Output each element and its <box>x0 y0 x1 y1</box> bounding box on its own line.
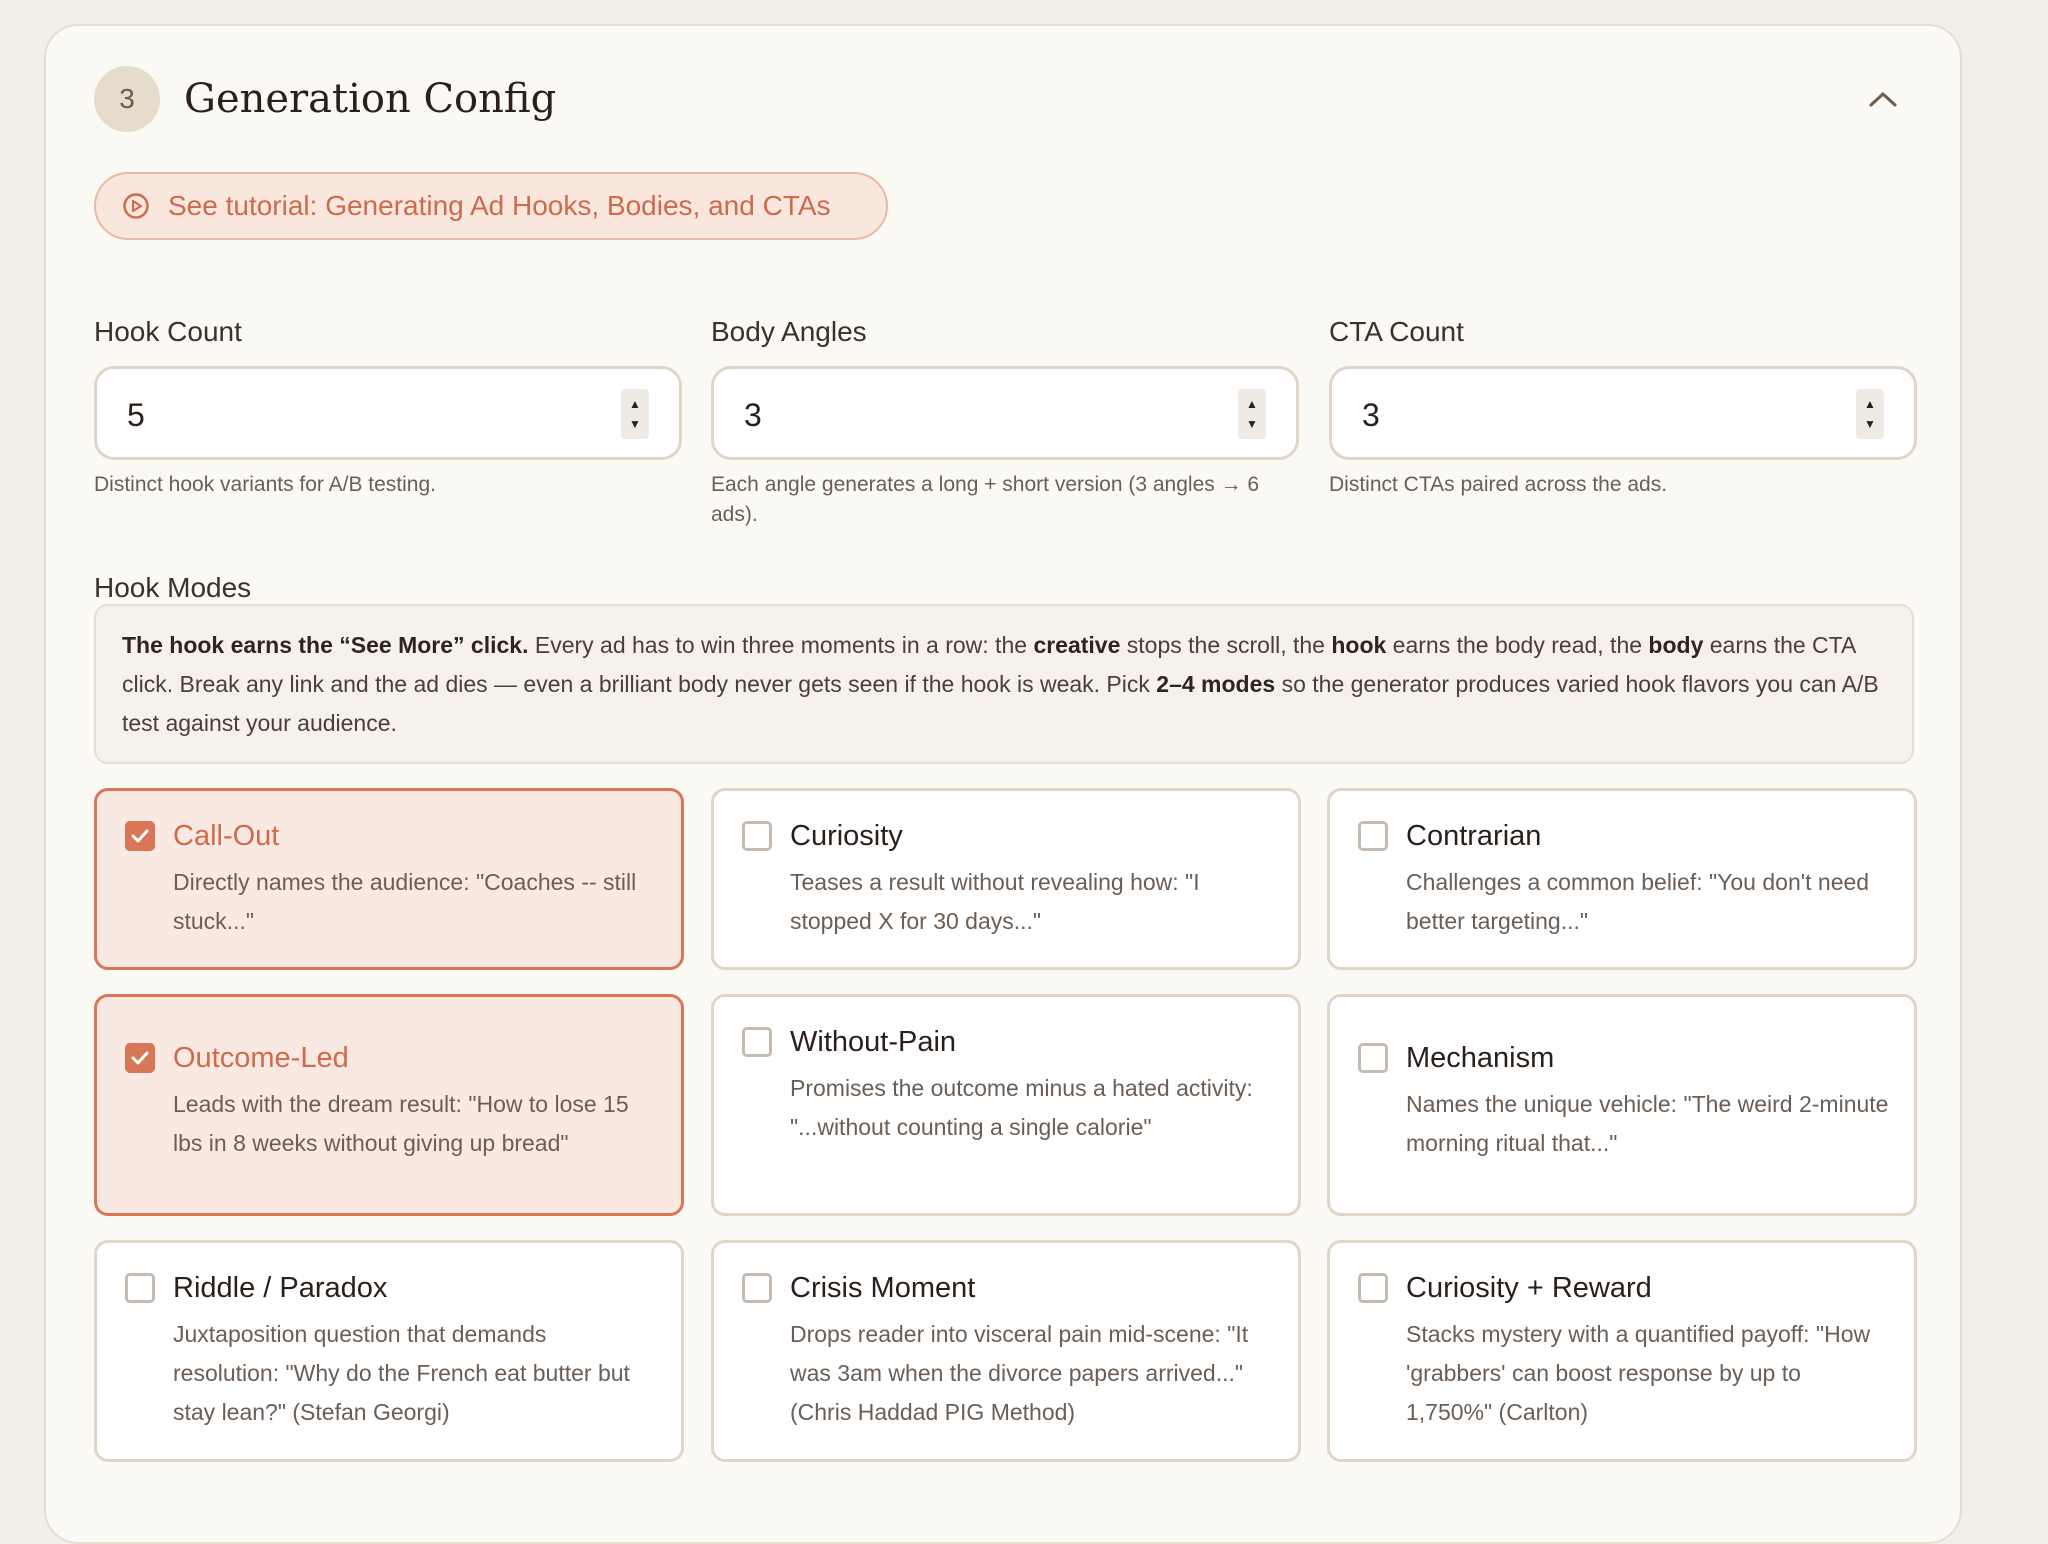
section-header <box>94 66 1912 132</box>
hook-mode-checkbox[interactable] <box>125 1043 155 1073</box>
hook-mode-title: Mechanism <box>1406 1042 1555 1074</box>
hook-mode-title: Curiosity <box>790 820 903 852</box>
stepper-up-icon[interactable]: ▲ <box>629 397 641 411</box>
info-emphasis: body <box>1648 632 1704 658</box>
stepper-up-icon[interactable]: ▲ <box>1864 397 1876 411</box>
stepper-down-icon[interactable]: ▼ <box>1864 417 1876 431</box>
hook-modes-label: Hook Modes <box>94 572 252 603</box>
info-text: so the generator produces varied hook flavors you can A/B test against your audience. <box>122 671 1879 736</box>
chevron-up-icon <box>1868 90 1898 108</box>
hook-mode-description: Challenges a common belief: "You don't need better targeting..." <box>1406 869 1870 934</box>
hook-count-label: Hook Count <box>94 316 242 347</box>
hook-mode-content <box>125 817 657 941</box>
hook-mode-title: Crisis Moment <box>790 1272 976 1304</box>
info-emphasis: creative <box>1033 632 1121 658</box>
check-icon <box>130 828 150 844</box>
hook-mode-content <box>742 817 1274 941</box>
hook-mode-card-call-out[interactable] <box>94 788 684 970</box>
hook-mode-checkbox[interactable] <box>1358 1043 1388 1073</box>
hook-mode-content <box>125 1039 657 1163</box>
cta-count-stepper[interactable] <box>1856 389 1884 439</box>
hook-mode-description: Promises the outcome minus a hated activity: "...without counting a single calorie" <box>790 1075 1253 1140</box>
hook-mode-card-without-pain[interactable] <box>711 994 1301 1216</box>
tutorial-link[interactable] <box>94 172 888 240</box>
body-angles-input-box <box>711 366 1299 460</box>
body-angles-field <box>711 312 1299 530</box>
hook-mode-card-riddle-paradox[interactable] <box>94 1240 684 1462</box>
stepper-down-icon[interactable]: ▼ <box>629 417 641 431</box>
cta-count-label: CTA Count <box>1329 316 1464 347</box>
hook-mode-title: Riddle / Paradox <box>173 1272 388 1304</box>
hook-count-field <box>94 312 682 500</box>
hook-mode-card-contrarian[interactable] <box>1327 788 1917 970</box>
info-lead: The hook earns the “See More” click. <box>122 632 529 658</box>
stepper-up-icon[interactable]: ▲ <box>1246 397 1258 411</box>
generation-config-panel <box>44 24 1962 1544</box>
info-text: earns the CTA click. Break any link and the ad dies — even a brilliant body never gets seen if the hook is weak. Pick <box>122 632 1856 697</box>
hook-mode-card-curiosity-reward[interactable] <box>1327 1240 1917 1462</box>
hook-mode-card-mechanism[interactable] <box>1327 994 1917 1216</box>
hook-mode-title: Curiosity + Reward <box>1406 1272 1652 1304</box>
hook-mode-content <box>1358 1039 1890 1163</box>
hook-mode-title: Contrarian <box>1406 820 1542 852</box>
hook-mode-content <box>742 1269 1274 1432</box>
hook-mode-title: Outcome-Led <box>173 1042 349 1074</box>
hook-mode-card-outcome-led[interactable] <box>94 994 684 1216</box>
hook-count-input[interactable] <box>127 395 547 435</box>
hook-mode-checkbox[interactable] <box>742 1273 772 1303</box>
hook-mode-checkbox[interactable] <box>742 1027 772 1057</box>
hook-mode-checkbox[interactable] <box>125 821 155 851</box>
hook-mode-description: Directly names the audience: "Coaches -- still stuck..." <box>173 869 637 934</box>
hook-count-stepper[interactable] <box>621 389 649 439</box>
hook-mode-description: Leads with the dream result: "How to lose 15 lbs in 8 weeks without giving up bread" <box>173 1091 629 1156</box>
cta-count-input[interactable] <box>1362 395 1782 435</box>
body-angles-help: Each angle generates a long + short version (3 angles → 6 ads). <box>711 473 1260 526</box>
play-circle-icon <box>122 192 150 220</box>
hook-mode-description: Names the unique vehicle: "The weird 2-minute morning ritual that..." <box>1406 1091 1889 1156</box>
hook-mode-checkbox[interactable] <box>742 821 772 851</box>
info-text: Every ad has to win three moments in a row: the <box>528 632 1034 658</box>
hook-mode-checkbox[interactable] <box>125 1273 155 1303</box>
info-emphasis: hook <box>1331 632 1387 658</box>
hook-mode-description: Drops reader into visceral pain mid-scene: "It was 3am when the divorce papers arrived..." (Chris Haddad PIG Method) <box>790 1321 1249 1425</box>
hook-mode-content <box>1358 817 1890 941</box>
info-emphasis: 2–4 modes <box>1156 671 1276 697</box>
step-badge: 3 <box>94 66 160 132</box>
hook-mode-checkbox[interactable] <box>1358 821 1388 851</box>
hook-mode-card-curiosity[interactable] <box>711 788 1301 970</box>
hook-mode-title: Without-Pain <box>790 1026 957 1058</box>
collapse-button[interactable] <box>1860 76 1906 122</box>
hook-count-input-box <box>94 366 682 460</box>
cta-count-input-box <box>1329 366 1917 460</box>
section-title: Generation Config <box>184 76 557 122</box>
hook-count-help: Distinct hook variants for A/B testing. <box>94 473 436 496</box>
info-text: earns the body read, the <box>1386 632 1649 658</box>
hook-mode-content <box>1358 1269 1890 1432</box>
hook-mode-description: Stacks mystery with a quantified payoff: "How 'grabbers' can boost response by up to 1,750%" (Carlton) <box>1406 1321 1871 1425</box>
stepper-down-icon[interactable]: ▼ <box>1246 417 1258 431</box>
body-angles-stepper[interactable] <box>1238 389 1266 439</box>
body-angles-input[interactable] <box>744 395 1164 435</box>
tutorial-link-label: See tutorial: Generating Ad Hooks, Bodies, and CTAs <box>168 190 831 221</box>
check-icon <box>130 1050 150 1066</box>
hook-mode-content <box>742 1023 1274 1147</box>
hook-mode-content <box>125 1269 657 1432</box>
hook-mode-description: Juxtaposition question that demands resolution: "Why do the French eat butter but stay lean?" (Stefan Georgi) <box>173 1321 630 1425</box>
body-angles-label: Body Angles <box>711 316 867 347</box>
hook-modes-info <box>94 604 1914 764</box>
hook-mode-title: Call-Out <box>173 820 280 852</box>
hook-mode-card-crisis-moment[interactable] <box>711 1240 1301 1462</box>
info-text: stops the scroll, the <box>1120 632 1332 658</box>
hook-mode-checkbox[interactable] <box>1358 1273 1388 1303</box>
cta-count-field <box>1329 312 1917 500</box>
hook-mode-description: Teases a result without revealing how: "I stopped X for 30 days..." <box>790 869 1200 934</box>
cta-count-help: Distinct CTAs paired across the ads. <box>1329 473 1668 496</box>
